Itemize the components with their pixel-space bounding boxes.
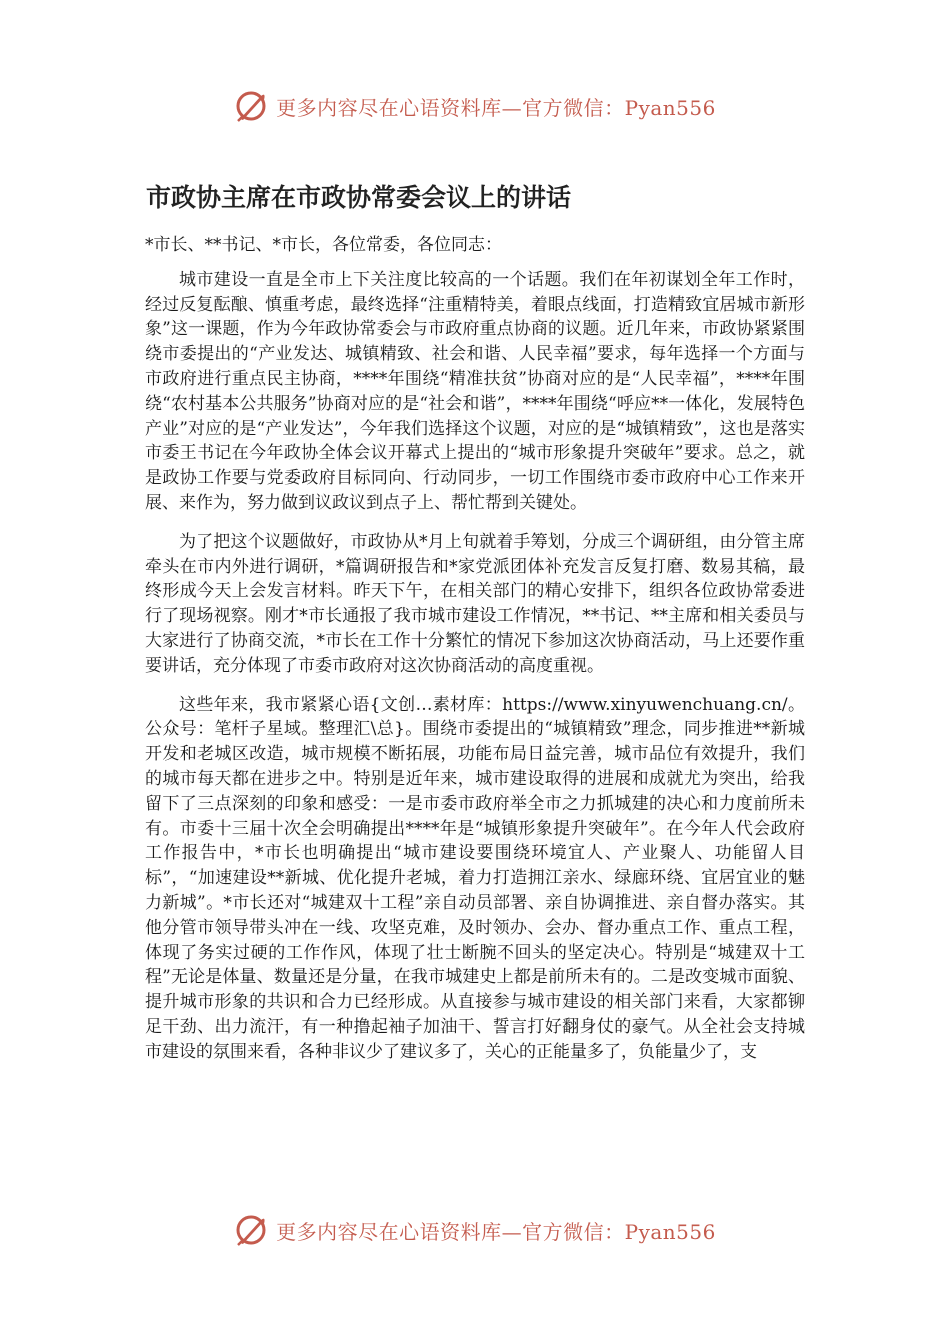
header-banner[interactable] <box>0 86 950 126</box>
salutation: *市长、**书记、*市长，各位常委，各位同志： <box>145 235 502 255</box>
header-banner-text: 更多内容尽在心语资料库—官方微信：Pyan556 <box>276 95 716 120</box>
paragraph-1: 城市建设一直是全市上下关注度比较高的一个话题。我们在年初谋划全年工作时，经过反复酝酿、慎重考虑，最终选择“注重精特美，着眼点线面，打造精致宜居城市新形象”这一课题，作为今年政协常委会与市政府重点协商的议题。近几年来，市政协紧紧围绕市委提出的“产业发达、城镇精致、社会和谐、人民幸福”要求，每年选择一个方面与市政府进行重点民主协商，****年围绕“精准扶贫”协商对应的是“人民幸福”，****年围绕“农村基本公共服务”协商对应的是“社会和谐”，****年围绕“呼应**一体化，发展特色产业”对应的是“产业发达”，今年我们选择这个议题，对应的是“城镇精致”，这也是落实市委王书记在今年政协全体会议开幕式上提出的“城市形象提升突破年”要求。总之，就是政协工作要与党委政府目标同向、行动同步，一切工作围绕市委市政府中心工作来开展、来作为，努力做到议政议到点子上、帮忙帮到关键处。 <box>145 269 805 513</box>
document-body <box>145 233 805 1065</box>
paragraph-2: 为了把这个议题做好，市政协从*月上旬就着手筹划，分成三个调研组，由分管主席牵头在市内外进行调研，*篇调研报告和*家党派团体补充发言反复打磨、数易其稿，最终形成今天上会发言材料。昨天下午，在相关部门的精心安排下，组织各位政协常委进行了现场视察。刚才*市长通报了我市城市建设工作情况，**书记、**主席和相关委员与大家进行了协商交流，*市长在工作十分繁忙的情况下参加这次协商活动，马上还要作重要讲话，充分体现了市委市政府对这次协商活动的高度重视。 <box>145 531 805 676</box>
quill-logo-icon <box>234 89 268 123</box>
paragraph-3: 这些年来，我市紧紧心语{文创…素材库：https://www.xinyuwenchuang.cn/。公众号：笔杆子星域。整理汇\总}。围绕市委提出的“城镇精致”理念，同步推进**新城开发和老城区改造，城市规模不断拓展，功能布局日益完善，城市品位有效提升，我们的城市每天都在进步之中。特别是近年来，城市建设取得的进展和成就尤为突出，给我留下了三点深刻的印象和感受：一是市委市政府举全市之力抓城建的决心和力度前所未有。市委十三届十次全会明确提出****年是“城镇形象提升突破年”。在今年人代会政府工作报告中，*市长也明确提出“城市建设要围绕环境宜人、产业聚人、功能留人目标”，“加速建设**新城、优化提升老城，着力打造拥江亲水、绿廊环绕、宜居宜业的魅力新城”。*市长还对“城建双十工程”亲自动员部署、亲自协调推进、亲自督办落实。其他分管市领导带头冲在一线、攻坚克难，及时领办、会办、督办重点工作、重点工程，体现了务实过硬的工作作风，体现了壮士断腕不回头的坚定决心。特别是“城建双十工程”无论是体量、数量还是分量，在我市城建史上都是前所未有的。二是改变城市面貌、提升城市形象的共识和合力已经形成。从直接参与城市建设的相关部门来看，大家都铆足干劲、出力流汗，有一种撸起袖子加油干、誓言打好翻身仗的豪气。从全社会支持城市建设的氛围来看，各种非议少了建议多了，关心的正能量多了，负能量少了，支 <box>145 694 805 1062</box>
footer-banner-text: 更多内容尽在心语资料库—官方微信：Pyan556 <box>276 1219 716 1244</box>
document-title: 市政协主席在市政协常委会议上的讲话 <box>146 183 572 212</box>
footer-banner[interactable] <box>0 1210 950 1250</box>
quill-logo-icon <box>234 1213 268 1247</box>
